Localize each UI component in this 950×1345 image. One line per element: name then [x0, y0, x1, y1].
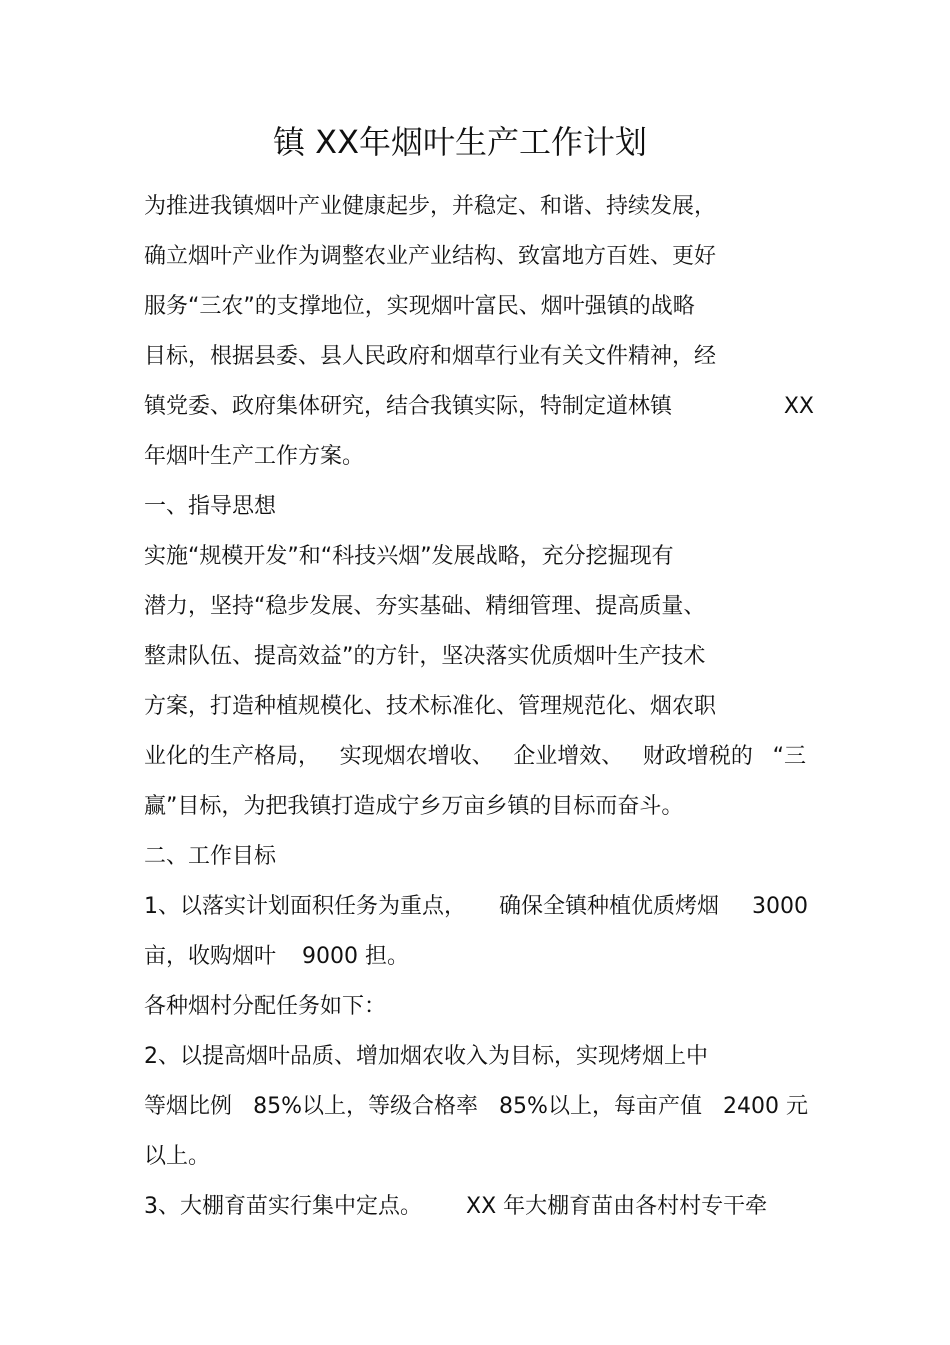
body-line: 2、以提高烟叶品质、增加烟农收入为目标，实现烤烟上中 [144, 1044, 708, 1069]
body-line-segment: XX 年大棚育苗由各村村专干牵 [466, 1194, 768, 1219]
body-line: 赢”目标，为把我镇打造成宁乡万亩乡镇的目标而奋斗。 [144, 794, 684, 819]
section-heading: 一、指导思想 [144, 494, 277, 519]
body-line: 为推进我镇烟叶产业健康起步，并稳定、和谐、持续发展， [144, 194, 717, 219]
body-line: 以上。 [144, 1144, 211, 1169]
body-line-segment: 1、以落实计划面积任务为重点， [144, 894, 466, 919]
body-line-segment: XX [783, 394, 814, 419]
body-line: 方案，打造种植规模化、技术标准化、管理规范化、烟农职 [144, 694, 717, 719]
body-line-segment: “三 [772, 744, 806, 769]
body-line [144, 740, 824, 790]
body-line [144, 390, 824, 440]
body-line [144, 1090, 824, 1140]
body-line-segment: 镇党委、政府集体研究，结合我镇实际，特制定道林镇 [144, 394, 673, 419]
body-line-segment: 85%以上，每亩产值 [499, 1094, 702, 1119]
body-line: 目标，根据县委、县人民政府和烟草行业有关文件精神，经 [144, 344, 717, 369]
body-line [144, 940, 824, 990]
body-line [144, 1190, 824, 1240]
body-line: 整肃队伍、提高效益”的方针，坚决落实优质烟叶生产技术 [144, 644, 706, 669]
body-line: 确立烟叶产业作为调整农业产业结构、致富地方百姓、更好 [144, 244, 717, 269]
document-body [144, 190, 824, 1240]
body-line-segment: 9000 担。 [302, 944, 409, 969]
body-line-segment: 亩，收购烟叶 [144, 944, 277, 969]
body-line: 实施“规模开发”和“科技兴烟”发展战略，充分挖掘现有 [144, 544, 674, 569]
body-line-segment: 85%以上，等级合格率 [253, 1094, 478, 1119]
body-line: 各种烟村分配任务如下： [144, 994, 387, 1019]
body-line-segment: 企业增效、 [513, 744, 624, 769]
section-heading: 二、工作目标 [144, 844, 277, 869]
body-line [144, 890, 824, 940]
body-line-segment: 确保全镇种植优质烤烟 [498, 894, 719, 919]
body-line-segment: 业化的生产格局， [144, 744, 321, 769]
body-line: 年烟叶生产工作方案。 [144, 444, 365, 469]
body-line-segment: 3、大棚育苗实行集中定点。 [144, 1194, 422, 1219]
document-title: 镇 XX年烟叶生产工作计划 [272, 123, 648, 161]
body-line-segment: 实现烟农增收、 [339, 744, 494, 769]
body-line-segment: 3000 [751, 894, 808, 919]
body-line-segment: 2400 元 [723, 1094, 808, 1119]
body-line: 潜力，坚持“稳步发展、夯实基础、精细管理、提高质量、 [144, 594, 706, 619]
body-line-segment: 财政增税的 [642, 744, 753, 769]
body-line: 服务“三农”的支撑地位，实现烟叶富民、烟叶强镇的战略 [144, 294, 695, 319]
body-line-segment: 等烟比例 [144, 1094, 233, 1119]
